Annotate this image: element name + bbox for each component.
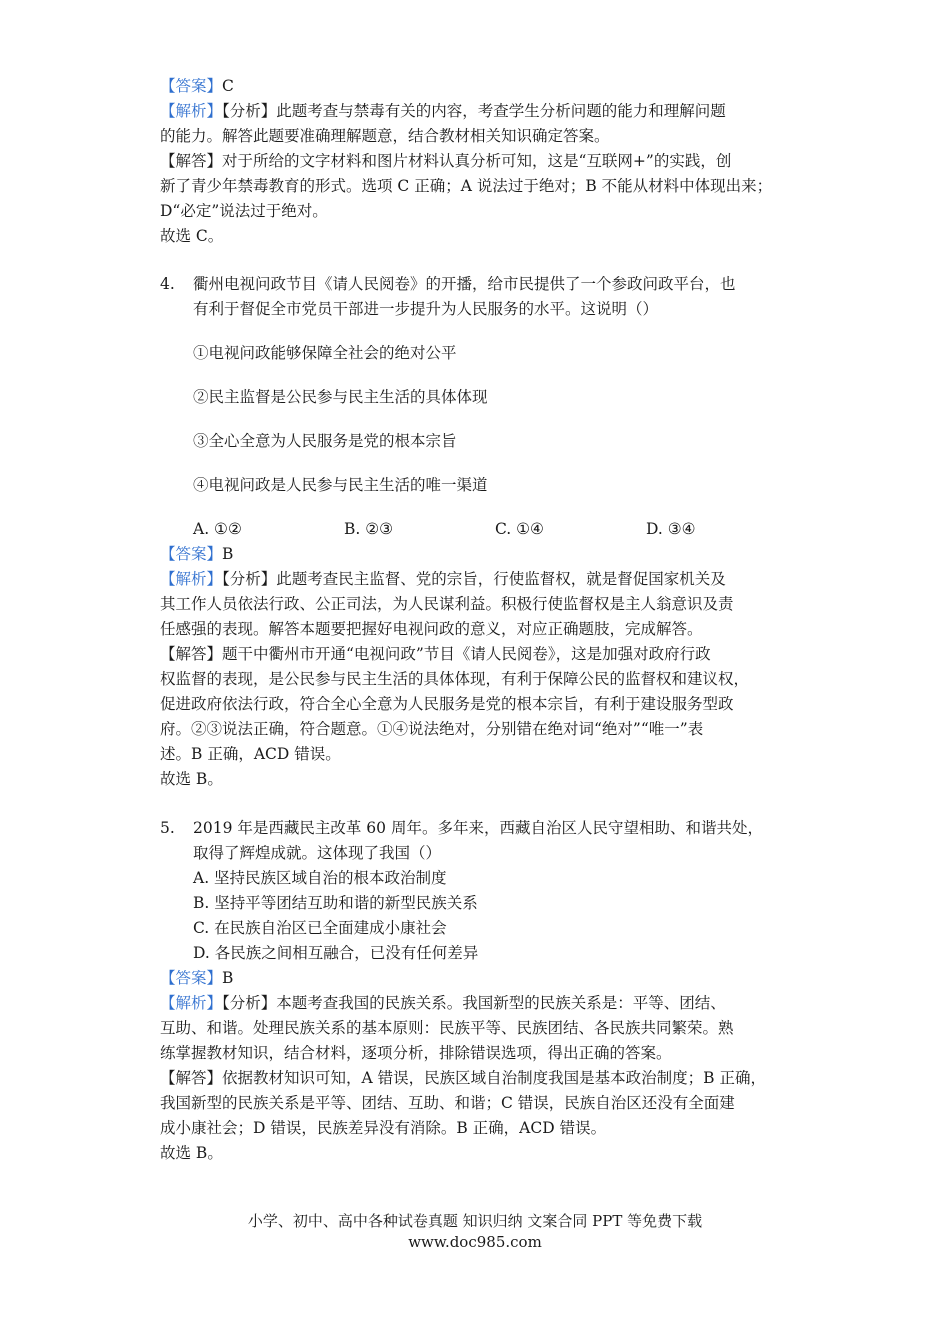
q5-analysis-line	[160, 991, 726, 1016]
q5-option-c: C. 在民族自治区已全面建成小康社会	[193, 919, 447, 937]
q4-solve-line-5: 述。B 正确，ACD 错误。	[160, 745, 341, 763]
q5-conclusion: 故选 B。	[160, 1144, 223, 1162]
q5-solve-line-1: 【解答】依据教材知识可知，A 错误，民族区域自治制度我国是基本政治制度；B 正确，	[160, 1069, 766, 1087]
footer-url[interactable]: www.doc985.com	[408, 1233, 542, 1251]
q4-number: 4.	[160, 275, 175, 293]
answer-tag: 【答案】	[160, 545, 223, 563]
q4-answer: B	[222, 545, 234, 563]
q3-solve-line-1: 【解答】对于所给的文字材料和图片材料认真分析可知，这是“互联网+”的实践，创	[160, 152, 732, 170]
q4-solve-line-3: 促进政府依法行政，符合全心全意为人民服务是党的根本宗旨，有利于建设服务型政	[160, 695, 734, 713]
q3-conclusion: 故选 C。	[160, 227, 224, 245]
q5-solve-line-3: 成小康社会；D 错误，民族差异没有消除。B 正确，ACD 错误。	[160, 1119, 607, 1137]
q4-solve-line-4: 府。②③说法正确，符合题意。①④说法绝对，分别错在绝对词“绝对”“唯一”表	[160, 720, 704, 738]
q4-choice-c: C. ①④	[495, 520, 544, 538]
q3-answer-line	[160, 74, 234, 99]
q5-analysis-line-2: 互助、和谐。处理民族关系的基本原则：民族平等、民族团结、各民族共同繁荣。熟	[160, 1019, 734, 1037]
q4-analysis-line	[160, 567, 726, 592]
q5-stem-line-2: 取得了辉煌成就。这体现了我国（）	[193, 844, 442, 862]
q4-item-4: ④电视问政是人民参与民主生活的唯一渠道	[193, 476, 488, 494]
q5-analysis-line-3: 练掌握教材知识，结合材料，逐项分析，排除错误选项，得出正确的答案。	[160, 1044, 672, 1062]
q5-answer-line	[160, 966, 233, 991]
q5-number: 5.	[160, 819, 175, 837]
q4-item-2: ②民主监督是公民参与民主生活的具体体现	[193, 388, 488, 406]
q4-solve-line-2: 权监督的表现，是公民参与民主生活的具体体现，有利于保障公民的监督权和建议权，	[160, 670, 750, 688]
q4-analysis-line-2: 其工作人员依法行政、公正司法，为人民谋利益。积极行使监督权是主人翁意识及责	[160, 595, 734, 613]
q4-choice-a: A. ①②	[193, 520, 242, 538]
q4-conclusion: 故选 B。	[160, 770, 223, 788]
answer-tag: 【答案】	[160, 77, 223, 95]
q4-analysis-text: 【分析】此题考查民主监督、党的宗旨，行使监督权，就是督促国家机关及	[222, 570, 726, 588]
answer-tag: 【答案】	[160, 969, 223, 987]
q4-choice-d: D. ③④	[646, 520, 696, 538]
q5-option-a: A. 坚持民族区域自治的根本政治制度	[193, 869, 447, 887]
q5-option-d: D. 各民族之间相互融合，已没有任何差异	[193, 944, 479, 962]
q4-analysis-line-3: 任感强的表现。解答本题要把握好电视问政的意义，对应正确题肢，完成解答。	[160, 620, 703, 638]
q4-answer-line	[160, 542, 233, 567]
analysis-tag: 【解析】	[160, 102, 223, 120]
q5-analysis-text: 【分析】本题考查我国的民族关系。我国新型的民族关系是：平等、团结、	[222, 994, 726, 1012]
q4-item-3: ③全心全意为人民服务是党的根本宗旨	[193, 432, 457, 450]
q3-analysis-line-2: 的能力。解答此题要准确理解题意，结合教材相关知识确定答案。	[160, 127, 610, 145]
q4-item-1: ①电视问政能够保障全社会的绝对公平	[193, 344, 457, 362]
q3-analysis-line	[160, 99, 726, 124]
analysis-tag: 【解析】	[160, 994, 223, 1012]
q5-option-b: B. 坚持平等团结互助和谐的新型民族关系	[193, 894, 478, 912]
analysis-tag: 【解析】	[160, 570, 223, 588]
q4-stem-line-1: 衢州电视问政节目《请人民阅卷》的开播，给市民提供了一个参政问政平台，也	[193, 275, 736, 293]
q3-answer: C	[222, 77, 234, 95]
q4-choice-b: B. ②③	[344, 520, 394, 538]
q5-solve-line-2: 我国新型的民族关系是平等、团结、互助、和谐；C 错误，民族自治区还没有全面建	[160, 1094, 735, 1112]
q5-answer: B	[222, 969, 234, 987]
q5-stem-line-1: 2019 年是西藏民主改革 60 周年。多年来，西藏自治区人民守望相助、和谐共处，	[193, 819, 763, 837]
q3-solve-line-3: D“必定”说法过于绝对。	[160, 202, 328, 220]
q4-solve-line-1: 【解答】题干中衢州市开通“电视问政”节目《请人民阅卷》，这是加强对政府行政	[160, 645, 711, 663]
footer-promo-text: 小学、初中、高中各种试卷真题 知识归纳 文案合同 PPT 等免费下载	[247, 1212, 703, 1230]
q3-solve-line-2: 新了青少年禁毒教育的形式。选项 C 正确；A 说法过于绝对；B 不能从材料中体现出来；	[160, 177, 773, 195]
q4-stem-line-2: 有利于督促全市党员干部进一步提升为人民服务的水平。这说明（）	[193, 300, 659, 318]
q3-analysis-text: 【分析】此题考查与禁毒有关的内容，考查学生分析问题的能力和理解问题	[222, 102, 726, 120]
